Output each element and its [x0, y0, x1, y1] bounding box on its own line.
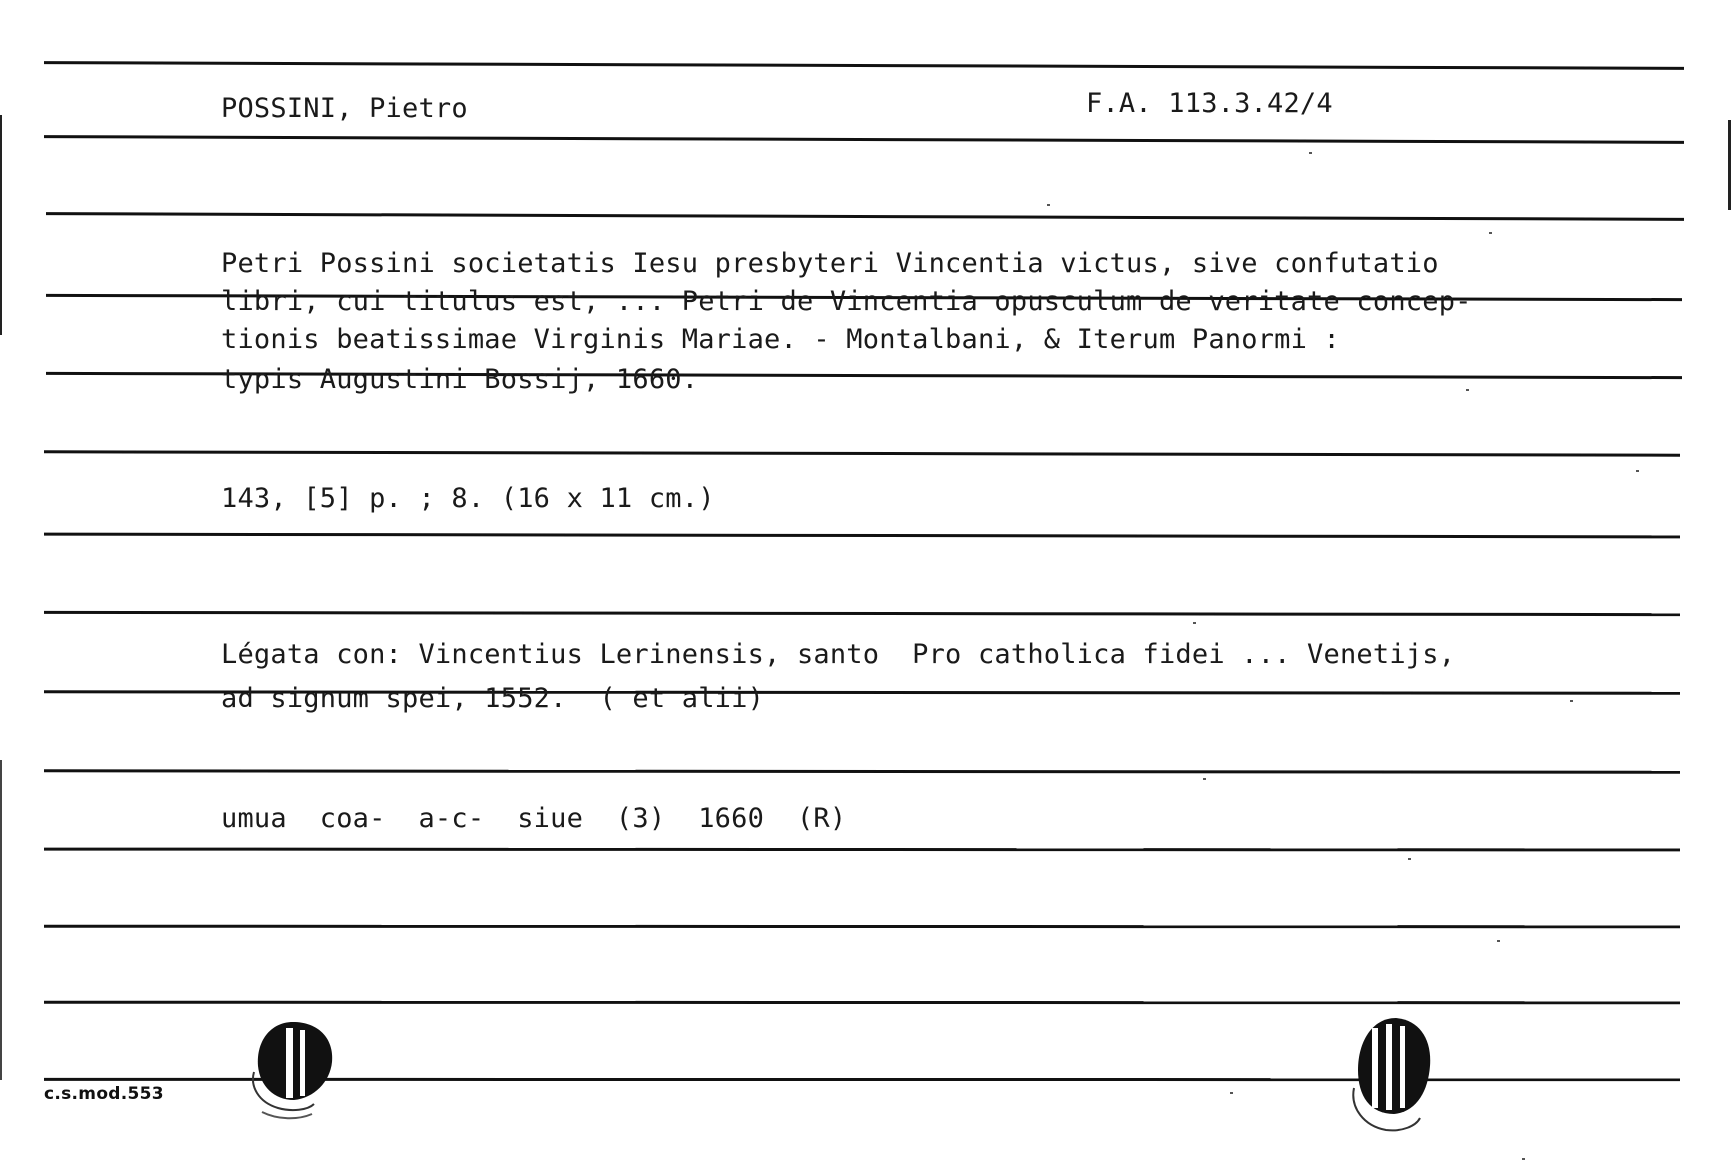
rule-line — [44, 769, 1680, 773]
title-line: libri, cui titulus est, ... Petri de Vincentia opusculum de veritate concep- — [221, 286, 1472, 317]
bound-with-line: ad signum spei, 1552. ( et alii) — [221, 683, 765, 714]
title-line: Petri Possini societatis Iesu presbyteri Vincentia victus, sive confutatio — [221, 248, 1439, 279]
fingerprint: umua coa- a-c- siue (3) 1660 (R) — [221, 803, 847, 834]
title-line: tionis beatissimae Virginis Mariae. - Montalbani, & Iterum Panormi : — [221, 324, 1340, 355]
paper-speck — [1309, 152, 1312, 154]
paper-speck — [1636, 470, 1639, 472]
form-code: c.s.mod.553 — [44, 1084, 164, 1104]
rule-line — [44, 450, 1680, 456]
paper-speck — [1047, 204, 1050, 206]
rule-line — [44, 135, 1684, 144]
paper-speck — [1489, 232, 1492, 234]
rule-line — [44, 61, 1684, 70]
title-line: typis Augustini Bossij, 1660. — [221, 364, 699, 395]
rule-line — [44, 533, 1680, 539]
paper-speck — [1570, 700, 1573, 702]
paper-speck — [1230, 1092, 1233, 1094]
rule-line — [46, 212, 1684, 221]
punch-hole-left — [248, 1016, 338, 1126]
author-heading: POSSINI, Pietro — [221, 93, 468, 124]
bound-with-line: Légata con: Vincentius Lerinensis, santo Pro catholica fidei ... Venetijs, — [221, 639, 1456, 670]
punch-hole-right — [1346, 1014, 1436, 1138]
rule-line — [44, 848, 1680, 852]
paper-speck — [1408, 858, 1411, 860]
rule-line — [44, 1001, 1680, 1005]
shelfmark: F.A. 113.3.42/4 — [1086, 88, 1333, 119]
physical-description: 143, [5] p. ; 8. (16 x 11 cm.) — [221, 483, 715, 514]
rule-line — [44, 925, 1680, 929]
card-edge — [0, 115, 2, 335]
paper-speck — [1466, 389, 1469, 391]
card-edge — [0, 760, 2, 1080]
rule-line — [44, 611, 1680, 616]
paper-speck — [1203, 778, 1206, 780]
paper-speck — [1193, 622, 1196, 624]
paper-speck — [1497, 940, 1500, 942]
